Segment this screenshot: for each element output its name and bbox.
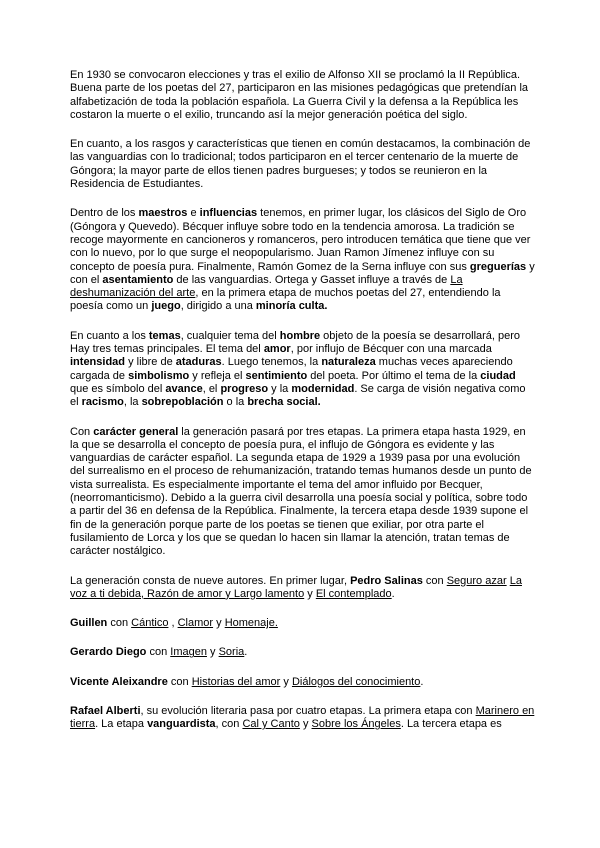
paragraph [70, 705, 536, 732]
text-run: y [206, 646, 219, 659]
text-run: Dentro de los [70, 207, 139, 220]
text-run: racismo [81, 396, 124, 409]
text-run: Seguro azar [446, 574, 507, 587]
text-run: , dirigido a una [180, 300, 256, 313]
paragraph [70, 646, 536, 659]
text-run: y con el [70, 260, 535, 286]
text-run: y libre de [125, 356, 176, 369]
text-run: hombre [279, 329, 321, 342]
text-run: y la [268, 382, 292, 395]
paragraph [70, 69, 536, 122]
text-run: muchas veces apareciendo cargada de [70, 356, 513, 382]
text-run: Soria [218, 646, 245, 659]
text-run: Pedro Salinas [350, 574, 423, 587]
text-run: Marinero en tierra [70, 704, 535, 731]
text-run: , por influjo de Bécquer con una marcada [290, 343, 492, 356]
paragraph [70, 676, 536, 689]
text-run: minoría culta. [255, 300, 328, 313]
text-run: la generación pasará por tres etapas. La primera etapa hasta 1929, en la que se desarrolla el concepto de poesía pura, el influjo de Góngora es evidente y las vanguardias de carácter español. La segunda etapa de 1929 a 1939 pasa por una evolución del surrealismo en el proceso de rehumanización, tratando temas humanos desde un punto de vista surrealista. Es especialmente importante el tema del amor influido por Becquer, (neorromanticismo). Debido a la guerra civil desarrolla una poesía social y política, sobre todo a partir del 36 en defensa de la República. Finalmente, la tercera etapa desde 1939 supone el fin de la generación porque parte de los poetas se tienen que exiliar, por otra parte el fusilamiento de Lorca y los que se quedan lo hacen sin llamar la atención, tratan temas de carácter nostálgico. [70, 425, 532, 558]
text-run: Imagen [170, 646, 207, 659]
text-run: , cualquier tema del [180, 329, 280, 342]
text-run: . [244, 646, 248, 659]
text-run: ataduras [175, 356, 222, 369]
paragraph [70, 426, 536, 559]
text-run: juego [151, 300, 181, 313]
text-run: Sobre los Ángeles [311, 718, 401, 731]
text-run: con [167, 675, 192, 688]
document-body[interactable] [70, 69, 536, 748]
text-run: En cuanto a los [70, 329, 149, 342]
paragraph [70, 138, 536, 191]
text-run: Rafael Alberti [70, 704, 141, 717]
text-run: modernidad [291, 382, 355, 395]
text-run: objeto de la poesía se desarrollará, pero Hay tres temas principales. El tema del [70, 329, 521, 356]
text-run: o la [223, 396, 248, 409]
text-run: . [420, 675, 424, 688]
text-run: y [299, 718, 312, 731]
text-run: , el [202, 382, 221, 395]
text-run: Diálogos del conocimiento [291, 675, 421, 688]
text-run: Gerardo Diego [70, 646, 147, 659]
text-run: con [146, 646, 171, 659]
text-run: Cántico [131, 617, 169, 630]
text-run: La generación consta de nueve autores. En primer lugar, [70, 574, 351, 587]
text-run: que es símbolo del [70, 382, 166, 395]
text-run: asentamiento [102, 273, 174, 286]
text-run: , [168, 617, 178, 630]
text-run: maestros [138, 207, 188, 220]
text-run: Vicente Aleixandre [70, 675, 168, 688]
text-run: e [187, 207, 200, 220]
text-run: , en la primera etapa de muchos poetas del 27, entendiendo la poesía como un [70, 287, 501, 313]
text-run: y [280, 675, 292, 688]
text-run: sentimiento [245, 369, 308, 382]
text-run: En 1930 se convocaron elecciones y tras el exilio de Alfonso XII se proclamó la II República. Buena parte de los poetas del 27, participaron en las misiones pedagógicas que pretendían la alfabetización de toda la población española. La Guerra Civil y la defensa a la República les costaron la muerte o el exilio, truncando así la mejor generación poética del siglo. [70, 69, 529, 121]
text-run: tenemos, en primer lugar, los clásicos del Siglo de Oro (Góngora y Quevedo). Bécquer influye sobre todo en la tendencia amorosa. La tradición se recoge mayormente en cancioneros y romanceros, pero introducen temática que tiene que ver con lo nuevo, por lo que surge el neopopularismo. Juan Ramon Jímenez influye con su concepto de poesía pura. Finalmente, Ramón Gomez de la Serna influye con sus [70, 207, 531, 273]
text-run: y [304, 587, 316, 600]
paragraph [70, 330, 536, 410]
text-run: La deshumanización del arte [70, 273, 463, 300]
text-run: del poeta. Por último el tema de la [307, 369, 481, 382]
text-run: brecha social. [247, 396, 321, 409]
text-run: . La tercera etapa es [400, 718, 502, 731]
text-run: La voz a ti debida, Razón de amor y Largo lamento [70, 574, 522, 600]
text-run: ciudad [480, 369, 516, 382]
text-run: greguerías [469, 260, 527, 273]
paragraph [70, 207, 536, 313]
text-run: , la [123, 396, 142, 409]
paragraph [70, 617, 536, 630]
text-run: y refleja el [189, 369, 246, 382]
text-run: Cal y Canto [242, 718, 300, 731]
text-run: sobrepoblación [141, 396, 224, 409]
text-run: , su evolución literaria pasa por cuatro etapas. La primera etapa con [140, 704, 476, 717]
text-run: con [422, 574, 447, 587]
text-run: carácter general [93, 425, 179, 438]
text-run: . [391, 587, 395, 600]
text-run: y [213, 617, 225, 630]
text-run: avance [165, 382, 203, 395]
text-run: Homenaje. [224, 617, 278, 630]
text-run: . Luego tenemos, la [221, 356, 322, 369]
text-run: Guillen [70, 617, 108, 630]
text-run: . Se carga de visión negativa como el [70, 382, 526, 409]
text-run: Con [70, 425, 94, 438]
text-run: Historias del amor [191, 675, 281, 688]
paragraph [70, 575, 536, 602]
text-run: progreso [220, 382, 269, 395]
text-run: amor [263, 343, 291, 356]
text-run: temas [148, 329, 181, 342]
text-run: influencias [199, 207, 258, 220]
text-run: , con [215, 718, 243, 731]
text-run: intensidad [70, 356, 126, 369]
text-run: Clamor [177, 617, 214, 630]
text-run: . La etapa [95, 718, 148, 731]
text-run: En cuanto, a los rasgos y características que tienen en común destacamos, la combinación de las vanguardias con lo tradicional; todos participaron en el tercer centenario de la muerte de Góngora; la mayor parte de ellos tienen padres burgueses; y todos se reunieron en la Residencia de Estudiantes. [70, 138, 531, 191]
text-run: simbolismo [128, 369, 190, 382]
text-run: de las vanguardias. Ortega y Gasset influye a través de [173, 273, 451, 286]
text-run: vanguardista [147, 718, 216, 731]
text-run: El contemplado [315, 587, 392, 600]
text-run: naturaleza [321, 356, 376, 369]
text-run: con [107, 617, 132, 630]
